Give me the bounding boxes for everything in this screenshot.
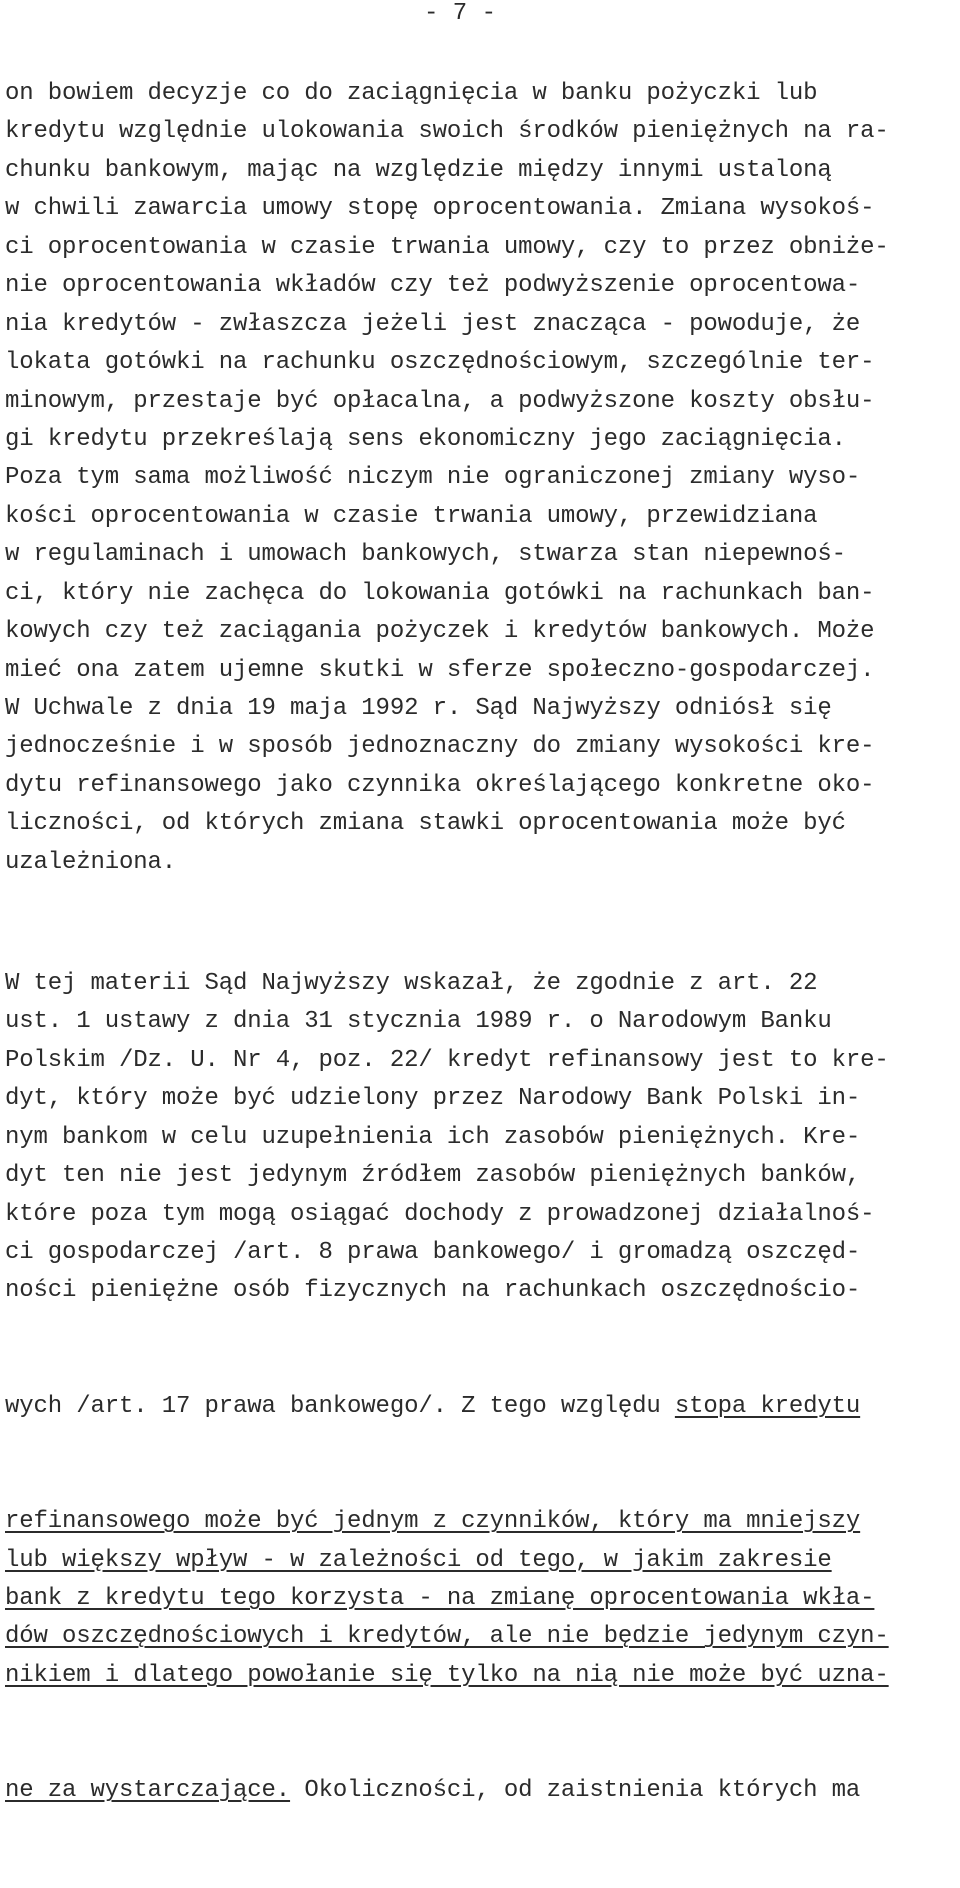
text-line — [5, 1503, 889, 1541]
text-line — [5, 113, 889, 151]
text-line — [5, 1119, 889, 1157]
text-line — [5, 690, 889, 728]
text-line — [5, 75, 889, 113]
text-line — [5, 498, 889, 536]
text-span: ust. 1 ustawy z dnia 31 stycznia 1989 r. o Narodowym Banku — [5, 1008, 832, 1036]
text-line — [5, 965, 889, 1003]
text-line — [5, 152, 889, 190]
paragraph-2-underlined-lines — [5, 1503, 889, 1695]
text-line — [5, 1542, 889, 1580]
text-line — [5, 1042, 889, 1080]
text-line — [5, 190, 889, 228]
underlined-span: refinansowego może być jednym z czynników, który ma mniejszy — [5, 1508, 861, 1536]
text-span: chunku bankowym, mając na względzie między innymi ustaloną — [5, 156, 832, 184]
text-span: ci, który nie zachęca do lokowania gotówki na rachunkach ban- — [5, 579, 875, 607]
text-line — [5, 1080, 889, 1118]
underlined-span: lub większy wpływ - w zależności od tego, w jakim zakresie — [5, 1546, 832, 1574]
text-line — [5, 344, 889, 382]
text-line — [5, 267, 889, 305]
text-span: on bowiem decyzje co do zaciągnięcia w banku pożyczki lub — [5, 80, 818, 107]
text-span: minowym, przestaje być opłacalna, a podwyższone koszty obsłu- — [5, 387, 875, 415]
text-line — [5, 1196, 889, 1234]
text-span: kości oprocentowania w czasie trwania umowy, przewidziana — [5, 502, 818, 530]
text-span: ci gospodarczej /art. 8 prawa bankowego/ i gromadzą oszczęd- — [5, 1238, 861, 1266]
text-span: które poza tym mogą osiągać dochody z prowadzonej działalnoś- — [5, 1200, 875, 1228]
text-span: gi kredytu przekreślają sens ekonomiczny jego zaciągnięcia. — [5, 425, 846, 453]
text-span: mieć ona zatem ujemne skutki w sferze społeczno-gospodarczej. — [5, 656, 875, 684]
underlined-span: ne za wystarczające. — [5, 1777, 291, 1805]
paragraph-2 — [5, 888, 889, 1888]
paragraph-2-plain-lines — [5, 965, 889, 1311]
text-span: ności pieniężne osób fizycznych na rachunkach oszczędnościo- — [5, 1277, 861, 1305]
text-span: W Uchwale z dnia 19 maja 1992 r. Sąd Najwyższy odniósł się — [5, 695, 832, 722]
text-span: uzależniona. — [5, 848, 177, 876]
text-span: w chwili zawarcia umowy stopę oprocentowania. Zmiana wysokoś- — [5, 195, 875, 223]
text-span: dyt, który może być udzielony przez Narodowy Bank Polski in- — [5, 1085, 861, 1113]
text-line — [5, 306, 889, 344]
text-line — [5, 1272, 889, 1310]
text-span: dytu refinansowego jako czynnika określającego konkretne oko- — [5, 771, 875, 799]
text-line — [5, 613, 889, 651]
text-line — [5, 1657, 889, 1695]
text-line — [5, 805, 889, 843]
text-span: Okoliczności, od zaistnienia których ma — [290, 1777, 861, 1805]
text-line — [5, 652, 889, 690]
text-span: jednocześnie i w sposób jednoznaczny do zmiany wysokości kre- — [5, 733, 875, 761]
text-line — [5, 459, 889, 497]
text-span: Poza tym sama możliwość niczym nie ograniczonej zmiany wyso- — [5, 464, 861, 492]
text-span: ci oprocentowania w czasie trwania umowy, czy to przez obniże- — [5, 233, 889, 261]
text-line — [5, 536, 889, 574]
text-span: liczności, od których zmiana stawki oprocentowania może być — [5, 810, 846, 838]
text-line-mixed — [5, 1388, 889, 1426]
text-line — [5, 767, 889, 805]
text-span: nym bankom w celu uzupełnienia ich zasobów pieniężnych. Kre- — [5, 1123, 861, 1151]
text-span: lokata gotówki na rachunku oszczędnościowym, szczególnie ter- — [5, 349, 875, 377]
underlined-span: dów oszczędnościowych i kredytów, ale nie będzie jedynym czyn- — [5, 1623, 889, 1651]
page-number: - 7 - — [424, 0, 497, 27]
text-span: kredytu względnie ulokowania swoich środków pieniężnych na ra- — [5, 118, 889, 146]
paragraph-1 — [5, 75, 889, 882]
text-line — [5, 1157, 889, 1195]
text-span: w regulaminach i umowach bankowych, stwarza stan niepewnoś- — [5, 541, 846, 569]
text-line — [5, 728, 889, 766]
text-line — [5, 383, 889, 421]
text-span: W tej materii Sąd Najwyższy wskazał, że zgodnie z art. 22 — [5, 969, 818, 997]
underlined-span: stopa kredytu — [674, 1392, 861, 1420]
text-line — [5, 229, 889, 267]
text-line — [5, 1003, 889, 1041]
text-line — [5, 1618, 889, 1656]
text-span: dyt ten nie jest jedynym źródłem zasobów pieniężnych banków, — [5, 1162, 861, 1190]
underlined-span: bank z kredytu tego korzysta - na zmianę oprocentowania wkła- — [5, 1584, 875, 1612]
text-span: wych /art. 17 prawa bankowego/. Z tego względu — [5, 1392, 675, 1420]
text-span: nia kredytów - zwłaszcza jeżeli jest znacząca - powoduje, że — [5, 310, 861, 338]
text-line — [5, 1234, 889, 1272]
text-line — [5, 1580, 889, 1618]
text-line-last — [5, 1772, 889, 1810]
underlined-span: nikiem i dlatego powołanie się tylko na nią nie może być uzna- — [5, 1661, 889, 1689]
text-span: kowych czy też zaciągania pożyczek i kredytów bankowych. Może — [5, 618, 875, 646]
text-line — [5, 844, 889, 882]
text-span: Polskim /Dz. U. Nr 4, poz. 22/ kredyt refinansowy jest to kre- — [5, 1046, 889, 1074]
text-line — [5, 575, 889, 613]
text-span: nie oprocentowania wkładów czy też podwyższenie oprocentowa- — [5, 272, 861, 300]
text-line — [5, 421, 889, 459]
